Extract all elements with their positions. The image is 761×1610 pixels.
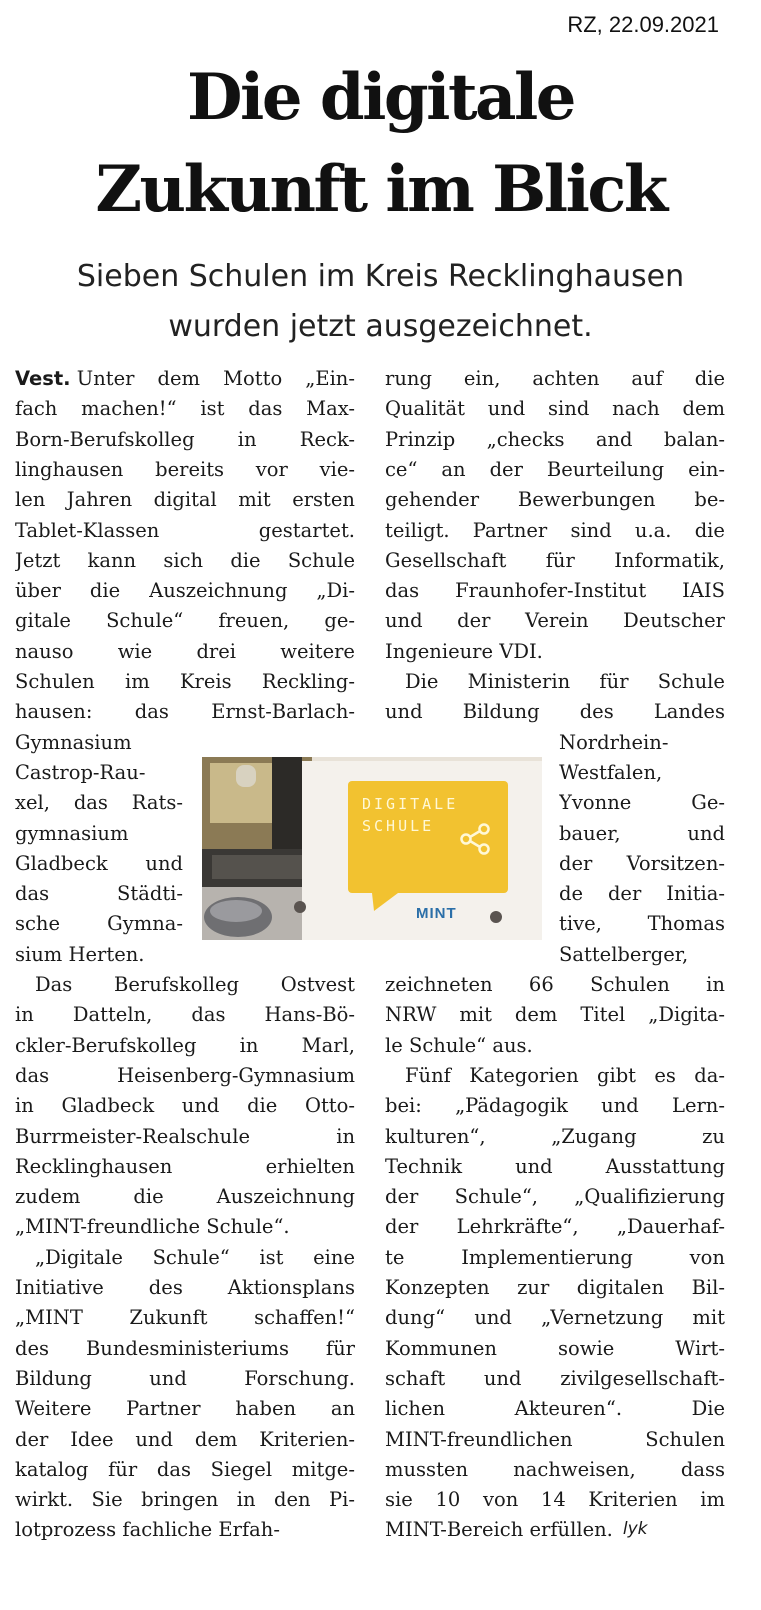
article-text-line: Nordrhein- (559, 730, 669, 754)
article-text-line: teiligt. Partner sind u.a. die (385, 518, 725, 542)
article-text-line: hausen: das Ernst-Barlach- (15, 700, 355, 724)
headline (0, 52, 761, 236)
article-text-line: Initiative des Aktionsplans (15, 1276, 355, 1299)
article-text-line: Technik und Ausstattung (385, 1154, 725, 1178)
article-text-line: Gladbeck und (15, 851, 183, 875)
subheadline-line: wurden jetzt ausgezeichnet. (168, 309, 593, 344)
article-text-line: Sattelberger, (559, 942, 689, 966)
sign-line: SCHULE (362, 817, 435, 835)
article-text-line: Jetzt kann sich die Schule (15, 548, 355, 572)
article-text-line: de der Initia- (559, 882, 725, 906)
article-text-line: mussten nachweisen, dass (385, 1457, 725, 1481)
article-text-line: fach machen!“ ist das Max- (15, 397, 355, 421)
article-text-line: und der Verein Deutscher (385, 609, 725, 633)
article-text-line: Das Berufskolleg Ostvest (35, 973, 355, 996)
article-text-line: Schulen im Kreis Reckling- (15, 670, 355, 693)
article-text: gymnasium (15, 821, 129, 845)
article-text-line: Fünf Kategorien gibt es da- (405, 1063, 725, 1087)
article-text-line: rung ein, achten auf die (385, 367, 725, 390)
article-text-line: dung“ und „Vernetzung mit (385, 1306, 725, 1330)
article-text-line: Burrmeister-Realschule in (15, 1124, 355, 1148)
article-text-line: Born-Berufskolleg in Reck- (15, 427, 355, 451)
article-text-line: „MINT Zukunft schaffen!“ (15, 1306, 355, 1330)
article-text-line (385, 636, 725, 667)
article-text-line (15, 1211, 355, 1242)
article-text-line: sie 10 von 14 Kriterien im (385, 1488, 725, 1512)
article-text-line: te Implementierung von (385, 1245, 725, 1269)
article-text-line: tive, Thomas (559, 912, 725, 936)
article-text-line: Kommunen sowie Wirt- (385, 1336, 725, 1360)
author-signature: lyk (622, 1519, 648, 1540)
article-text-line: NRW mit dem Titel „Digita- (385, 1003, 725, 1027)
article-text-line: bei: „Pädagogik und Lern- (385, 1094, 725, 1118)
article-text-line: nauso wie drei weitere (15, 639, 355, 663)
article-text-line: Die Ministerin für Schule (405, 670, 725, 693)
article-text-line (15, 1514, 355, 1545)
article-text-line: bauer, und (559, 821, 725, 845)
article-text: le Schule“ aus. (385, 1033, 533, 1057)
article-text-line: in Datteln, das Hans-Bö- (15, 1003, 355, 1027)
article-text: MINT-Bereich erfüllen. (385, 1518, 613, 1542)
article-text-line: gehender Bewerbungen be- (385, 488, 725, 512)
article-text-line: wirkt. Sie bringen in den Pi- (15, 1488, 355, 1512)
article-text-line: Gesellschaft für Informatik, (385, 548, 725, 572)
article-text-line (15, 939, 183, 970)
digitale-schule-sign (362, 793, 486, 837)
article-text-line: Tablet-Klassen gestartet. (15, 518, 355, 542)
article-text-line: das Heisenberg-Gymnasium (15, 1063, 355, 1087)
article-text-line: xel, das Rats- (15, 791, 183, 815)
article-text-line: Weitere Partner haben an (15, 1397, 355, 1421)
sign-line: DIGITALE (362, 795, 459, 813)
article-text: lotprozess fachliche Erfah- (15, 1518, 280, 1542)
article-text-line: len Jahren digital mit ersten (15, 488, 355, 512)
article-text-line: MINT-freundlichen Schulen (385, 1427, 725, 1451)
article-text-line: katalog für das Siegel mitge- (15, 1457, 355, 1481)
mint-logo: MINT (416, 905, 457, 922)
article-text-line: Castrop-Rau- (15, 760, 146, 784)
article-text-line: gitale Schule“ freuen, ge- (15, 609, 355, 633)
article-text-line: Recklinghausen erhielten (15, 1154, 355, 1178)
article-text-line: Bildung und Forschung. (15, 1366, 355, 1390)
article-text-line: Westfalen, (559, 760, 663, 784)
headline-line: Zukunft im Blick (95, 152, 666, 227)
article-text-line: das Fraunhofer-Institut IAIS (385, 579, 725, 603)
article-text-line: der Idee und dem Kriterien- (15, 1427, 355, 1451)
article-text-line (385, 1514, 725, 1545)
article-text-line: der Vorsitzen- (559, 851, 725, 875)
article-text-line: „Digitale Schule“ ist eine (35, 1245, 355, 1269)
subheadline (0, 252, 761, 352)
article-text-line: zudem die Auszeichnung (15, 1185, 355, 1209)
publication-source-date: RZ, 22.09.2021 (567, 12, 719, 37)
article-text-line: und Bildung des Landes (385, 700, 725, 724)
article-text-line: das Städti- (15, 882, 183, 906)
article-text-line: ckler-Berufskolleg in Marl, (15, 1033, 355, 1057)
article-text-line: in Gladbeck und die Otto- (15, 1094, 355, 1118)
article-text-line: linghausen bereits vor vie- (15, 457, 355, 481)
article-text-line (15, 727, 183, 758)
subheadline-line: Sieben Schulen im Kreis Recklinghausen (76, 259, 685, 294)
article-text-line: Yvonne Ge- (559, 791, 725, 815)
article-photo (202, 757, 542, 940)
article-text: „MINT-freundliche Schule“. (15, 1215, 290, 1239)
article-text-line: schaft und zivilgesellschaft- (385, 1366, 725, 1390)
article-text-line: kulturen“, „Zugang zu (385, 1124, 725, 1148)
article-text-line: ce“ an der Beurteilung ein- (385, 457, 725, 481)
article-text-line (385, 1030, 725, 1061)
article-text-line: zeichneten 66 Schulen in (385, 973, 725, 996)
article-text-line: Konzepten zur digitalen Bil- (385, 1276, 725, 1299)
article-text-line: sche Gymna- (15, 912, 183, 936)
article-text: sium Herten. (15, 942, 145, 966)
article-text-line: über die Auszeichnung „Di- (15, 579, 355, 603)
article-text: Gymnasium (15, 730, 132, 754)
article-text-line (15, 818, 183, 849)
article-text-line: der Schule“, „Qualifizierung (385, 1185, 725, 1209)
article-text-line: der Lehrkräfte“, „Dauerhaf- (385, 1215, 725, 1239)
dateline: Vest. (15, 367, 71, 390)
article-text: Ingenieure VDI. (385, 639, 543, 663)
article-text-line: Prinzip „checks and balan- (385, 427, 725, 451)
article-text-line: des Bundesministeriums für (15, 1336, 355, 1360)
headline-line: Die digitale (187, 60, 574, 135)
photo-scene (202, 757, 542, 940)
article-text-line: Vest. Unter dem Motto „Ein- (15, 363, 355, 394)
article-text-line: lichen Akteuren“. Die (385, 1397, 725, 1421)
article-text-line: Qualität und sind nach dem (385, 397, 725, 421)
